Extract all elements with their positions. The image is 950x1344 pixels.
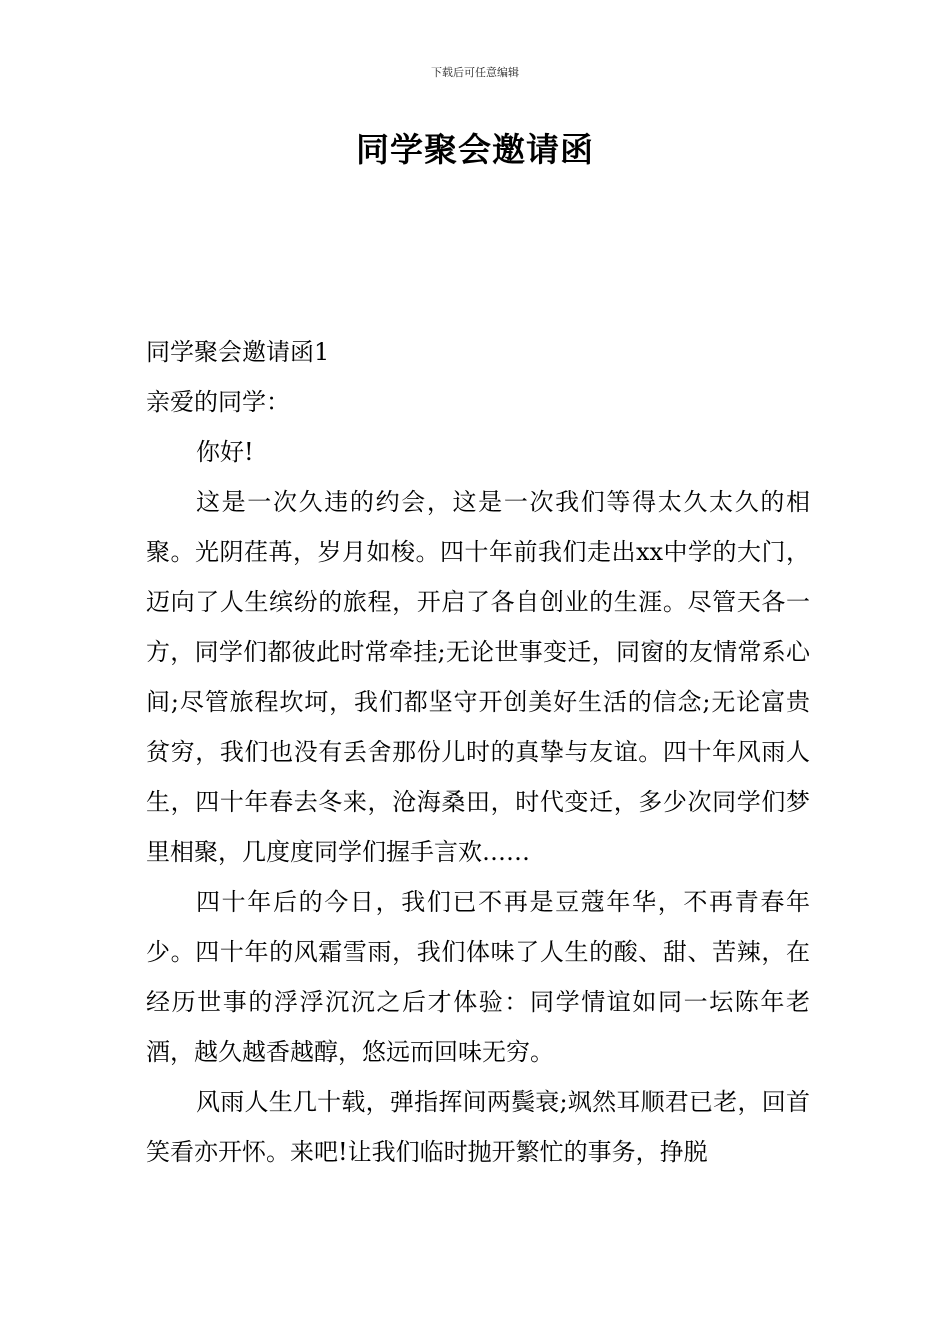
document-title: 同学聚会邀请函 — [356, 130, 594, 169]
salutation: 亲爱的同学： — [146, 388, 290, 416]
document-body — [146, 327, 810, 1177]
body-paragraph: 风雨人生几十载，弹指挥间两鬓衰;飒然耳顺君已老，回首笑看亦开怀。来吧!让我们临时抛开繁忙的事务，挣脱 — [146, 1088, 810, 1166]
header-note: 下载后可任意编辑 — [431, 66, 519, 79]
section-heading: 同学聚会邀请函1 — [146, 338, 330, 366]
greeting: 你好! — [196, 438, 254, 466]
body-paragraph: 这是一次久违的约会，这是一次我们等得太久太久的相聚。光阴荏苒，岁月如梭。四十年前我们走出xx中学的大门，迈向了人生缤纷的旅程，开启了各自创业的生涯。尽管天各一方，同学们都彼此时常牵挂;无论世事变迁，同窗的友情常系心间;尽管旅程坎坷，我们都坚守开创美好生活的信念;无论富贵贫穷，我们也没有丢舍那份儿时的真挚与友谊。四十年风雨人生，四十年春去冬来，沧海桑田，时代变迁，多少次同学们梦里相聚，几度度同学们握手言欢…… — [146, 488, 810, 866]
body-paragraph: 四十年后的今日，我们已不再是豆蔻年华，不再青春年少。四十年的风霜雪雨，我们体味了人生的酸、甜、苦辣，在经历世事的浮浮沉沉之后才体验：同学情谊如同一坛陈年老酒，越久越香越醇，悠远而回味无穷。 — [146, 888, 810, 1066]
